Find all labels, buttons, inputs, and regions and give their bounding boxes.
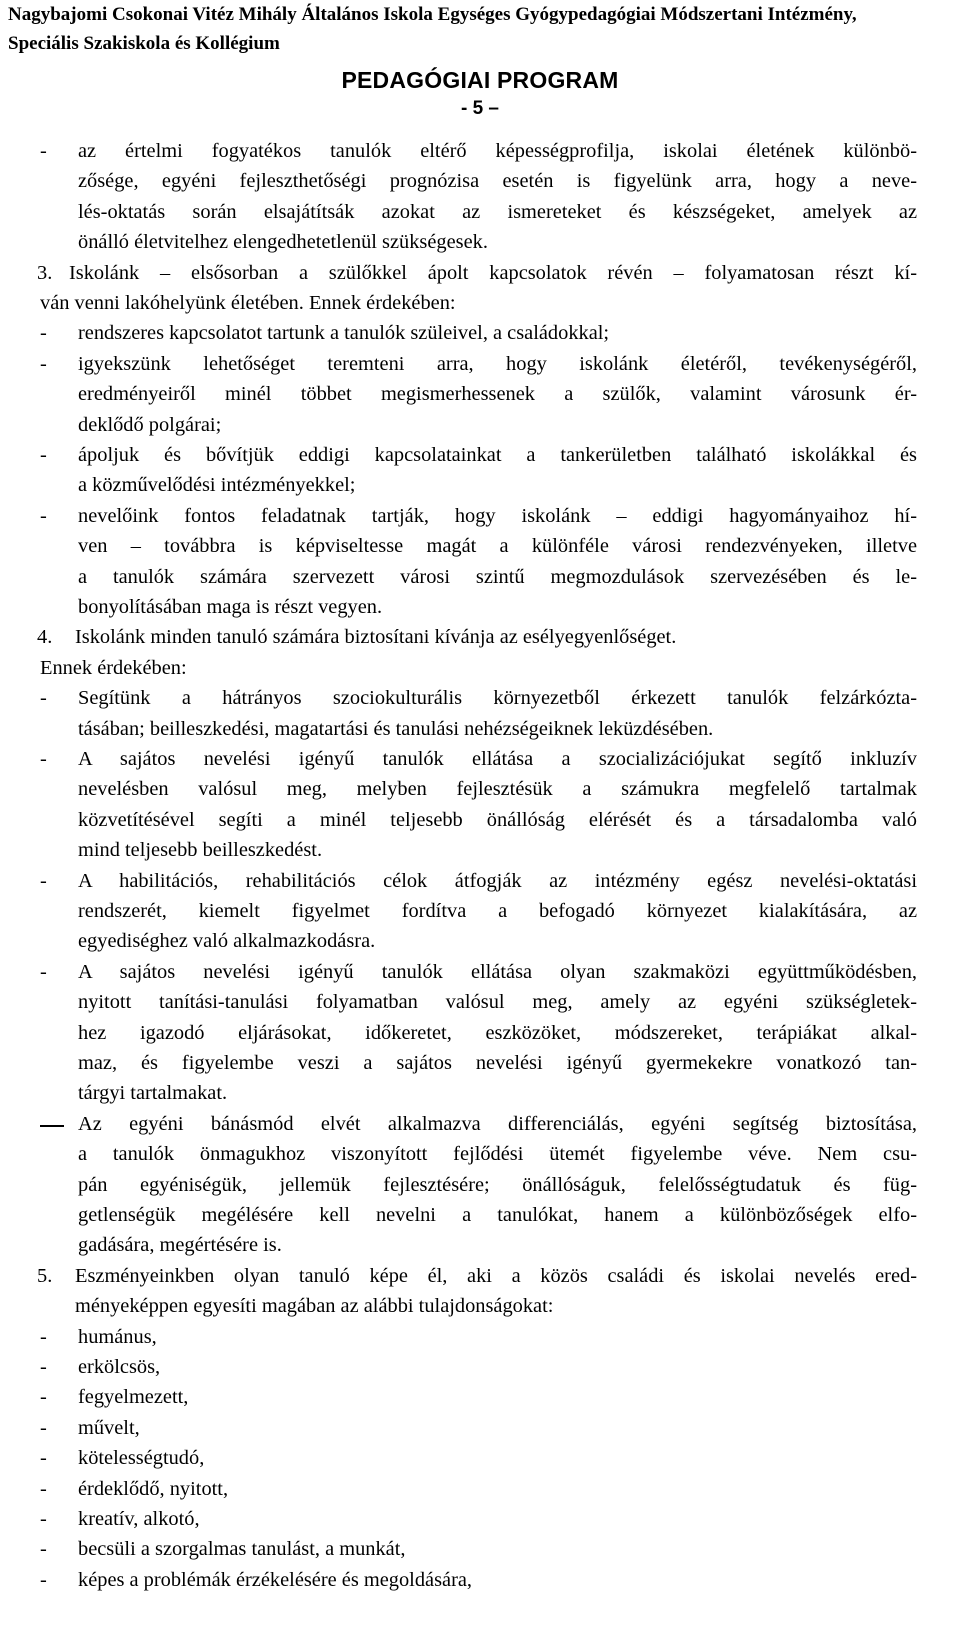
paragraph-line: ven – továbbra is képviseltesse magát a különféle városi rendezvényeken, illetve <box>78 535 917 557</box>
paragraph-line: Eszményeinkben olyan tanuló képe él, aki a közös családi és iskolai nevelés ered- <box>75 1265 917 1287</box>
paragraph-line: önálló életvitelhez elengedhetetlenül szükségesek. <box>78 231 488 253</box>
bullet-dash <box>40 1125 64 1127</box>
bullet-marker: - <box>40 870 47 892</box>
paragraph-line: Az egyéni bánásmód elvét alkalmazva differenciálás, egyéni segítség biztosítása, <box>78 1113 917 1135</box>
trait-item: becsüli a szorgalmas tanulást, a munkát, <box>78 1538 406 1560</box>
paragraph-line: hez igazodó eljárásokat, időkeretet, eszközöket, módszereket, terápiákat alkal- <box>78 1022 917 1044</box>
paragraph-line: Iskolánk minden tanuló számára biztosítani kívánja az esélyegyenlőséget. <box>75 626 677 648</box>
paragraph-line: mind teljesebb beilleszkedést. <box>78 839 323 861</box>
paragraph-line: nevelésben valósul meg, melyben fejlesztésük a számukra megfelelő tartalmak <box>78 778 917 800</box>
bullet-marker: - <box>40 505 47 527</box>
bullet-marker: - <box>40 1356 47 1378</box>
header-line-1: Nagybajomi Csokonai Vitéz Mihály Általános Iskola Egységes Gyógypedagógiai Módszertani Intézmény, <box>8 4 857 25</box>
trait-item: humánus, <box>78 1326 157 1348</box>
paragraph-line: zősége, egyéni fejleszthetőségi prognózisa esetén is figyelünk arra, hogy a neve- <box>78 170 917 192</box>
bullet-marker: - <box>40 1417 47 1439</box>
paragraph-line: maz, és figyelembe veszi a sajátos nevelési igényű gyermekekre vonatkozó tan- <box>78 1052 917 1074</box>
paragraph-line: A sajátos nevelési igényű tanulók ellátása olyan szakmaközi együttműködésben, <box>78 961 917 983</box>
trait-item: művelt, <box>78 1417 140 1439</box>
paragraph-line: egyediséghez való alkalmazkodásra. <box>78 930 376 952</box>
paragraph-line: a közművelődési intézményekkel; <box>78 474 356 496</box>
paragraph-line: pán egyéniségük, jellemük fejlesztésére; önállóságuk, felelősségtudatuk és füg- <box>78 1174 917 1196</box>
paragraph-line: nyitott tanítási-tanulási folyamatban valósul meg, amely az egyéni szükségletek- <box>78 991 917 1013</box>
trait-item: kötelességtudó, <box>78 1447 205 1469</box>
paragraph-line: tárgyi tartalmakat. <box>78 1082 228 1104</box>
bullet-marker: - <box>40 444 47 466</box>
bullet-marker: - <box>40 1538 47 1560</box>
paragraph-line: lés-oktatás során elsajátítsák azokat az ismereteket és készségeket, amelyek az <box>78 201 917 223</box>
trait-item: erkölcsös, <box>78 1356 161 1378</box>
bullet-marker: - <box>40 1386 47 1408</box>
paragraph-line: ápoljuk és bővítjük eddigi kapcsolatainkat a tankerületben található iskolákkal és <box>78 444 917 466</box>
paragraph-line: gadására, megértésére is. <box>78 1234 282 1256</box>
paragraph-line: tásában; beilleszkedési, magatartási és tanulási nehézségeiknek leküzdésében. <box>78 718 714 740</box>
institution-header <box>8 0 948 58</box>
paragraph-line: ményeképpen egyesíti magában az alábbi tulajdonságokat: <box>75 1295 554 1317</box>
trait-item: képes a problémák érzékelésére és megoldására, <box>78 1569 473 1591</box>
trait-item: fegyelmezett, <box>78 1386 189 1408</box>
bullet-marker: - <box>40 1326 47 1348</box>
bullet-marker: - <box>40 353 47 375</box>
list-number: 3. <box>37 262 53 284</box>
paragraph-line: nevelőink fontos feladatnak tartják, hogy iskolánk – eddigi hagyományaihoz hí- <box>78 505 917 527</box>
paragraph-line: rendszeres kapcsolatot tartunk a tanulók szüleivel, a családokkal; <box>78 322 610 344</box>
paragraph-intro: Ennek érdekében: <box>40 657 187 679</box>
bullet-marker: - <box>40 140 47 162</box>
trait-item: kreatív, alkotó, <box>78 1508 200 1530</box>
paragraph-line: getlenségük megélésére kell nevelni a tanulókat, hanem a különbözőségek elfo- <box>78 1204 917 1226</box>
paragraph-line: Segítünk a hátrányos szociokulturális környezetből érkezett tanulók felzárkózta- <box>78 687 917 709</box>
program-title: PEDAGÓGIAI PROGRAM <box>341 67 619 93</box>
paragraph-line: deklődő polgárai; <box>78 414 222 436</box>
paragraph-line: a tanulók önmagukhoz viszonyított fejlődési ütemét figyelembe véve. Nem csu- <box>78 1143 917 1165</box>
paragraph-line: rendszerét, kiemelt figyelmet fordítva a befogadó környezet kialakítására, az <box>78 900 917 922</box>
bullet-marker: - <box>40 1508 47 1530</box>
paragraph-line: közvetítésével segíti a minél teljesebb önállóság elérését és a társadalomba való <box>78 809 917 831</box>
bullet-marker: - <box>40 322 47 344</box>
list-number: 5. <box>37 1265 53 1287</box>
list-number: 4. <box>37 626 53 648</box>
bullet-marker: - <box>40 1569 47 1591</box>
bullet-marker: - <box>40 687 47 709</box>
paragraph-line: igyekszünk lehetőséget teremteni arra, hogy iskolánk életéről, tevékenységéről, <box>78 353 917 375</box>
page-number: - 5 – <box>460 98 500 119</box>
paragraph-line: eredményeiről minél többet megismerhessenek a szülők, valamint városunk ér- <box>78 383 917 405</box>
paragraph-line: A sajátos nevelési igényű tanulók ellátása a szocializációjukat segítő inkluzív <box>78 748 917 770</box>
paragraph-line: Iskolánk – elsősorban a szülőkkel ápolt kapcsolatok révén – folyamatosan részt kí- <box>69 262 917 284</box>
paragraph-line: ván venni lakóhelyünk életében. Ennek érdekében: <box>40 292 456 314</box>
paragraph-line: A habilitációs, rehabilitációs célok átfogják az intézmény egész nevelési-oktatási <box>78 870 917 892</box>
bullet-marker: - <box>40 1447 47 1469</box>
header-line-2: Speciális Szakiskola és Kollégium <box>8 33 280 54</box>
bullet-marker: - <box>40 1478 47 1500</box>
trait-item: érdeklődő, nyitott, <box>78 1478 229 1500</box>
bullet-marker: - <box>40 961 47 983</box>
paragraph-line: bonyolításában maga is részt vegyen. <box>78 596 383 618</box>
paragraph-line: a tanulók számára szervezett városi szintű megmozdulások szervezésében és le- <box>78 566 917 588</box>
paragraph-line: az értelmi fogyatékos tanulók eltérő képességprofilja, iskolai életének különbö- <box>78 140 917 162</box>
bullet-marker: - <box>40 748 47 770</box>
